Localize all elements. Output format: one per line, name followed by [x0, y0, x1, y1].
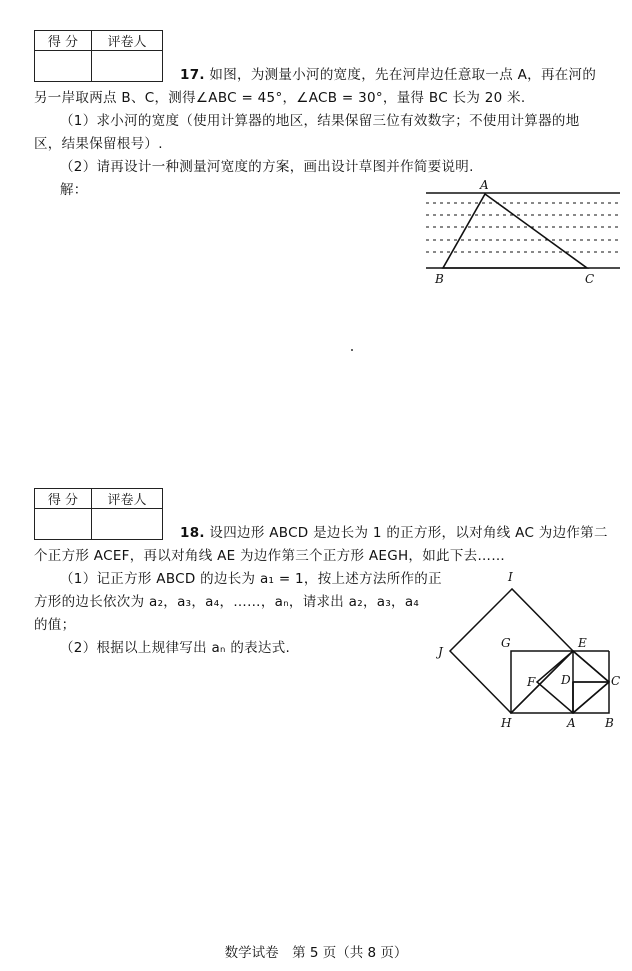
page-footer: 数学试卷 第 5 页（共 8 页）	[224, 945, 408, 961]
q18-part1-line2: 方形的边长依次为 a₂，a₃，a₄，……，aₙ，请求出 a₂，a₃，a₄	[34, 594, 420, 610]
q18-line1: 18. 设四边形 ABCD 是边长为 1 的正方形，以对角线 AC 为边作第二	[180, 525, 608, 541]
q17-part1-line1: （1）求小河的宽度（使用计算器的地区，结果保留三位有效数字；不使用计算器的地	[60, 113, 580, 129]
label-c: C	[585, 272, 595, 286]
label-b: B	[435, 272, 444, 286]
q18-part1-line1: （1）记正方形 ABCD 的边长为 a₁ = 1，按上述方法所作的正	[60, 571, 442, 587]
label-b: B	[605, 716, 614, 730]
q17-part1-line2: 区，结果保留根号）.	[34, 136, 163, 152]
diagonal-ac	[573, 682, 609, 713]
label-d: D	[561, 673, 571, 687]
q17-answer-label: 解：	[60, 182, 88, 198]
label-j: J	[438, 645, 443, 659]
label-i: I	[508, 570, 513, 584]
grader-header: 评卷人	[92, 489, 163, 509]
label-h: H	[501, 716, 512, 730]
q18-line2: 个正方形 ACEF，再以对角线 AE 为边作第三个正方形 AEGH，如此下去……	[34, 548, 506, 564]
q17-number: 17.	[180, 67, 205, 83]
label-f: F	[527, 675, 536, 689]
q18-number: 18.	[180, 525, 205, 541]
segment-ce	[573, 651, 609, 682]
q17-part2: （2）请再设计一种测量河宽度的方案，画出设计草图并作简要说明.	[60, 159, 474, 175]
q18-part2: （2）根据以上规律写出 aₙ 的表达式.	[60, 640, 291, 656]
score-header: 得 分	[35, 31, 92, 51]
label-c: C	[611, 674, 621, 688]
label-e: E	[578, 636, 587, 650]
grader-header: 评卷人	[92, 31, 163, 51]
q17-line1: 17. 如图，为测量小河的宽度，先在河岸边任意取一点 A，再在河的	[180, 67, 597, 83]
score-header: 得 分	[35, 489, 92, 509]
label-g: G	[501, 636, 511, 650]
label-a: A	[480, 178, 489, 192]
q17-line2: 另一岸取两点 B、C，测得∠ABC = 45°，∠ACB = 30°，量得 BC 长为 20 米.	[34, 90, 526, 106]
q18-part1-line3: 的值；	[34, 617, 76, 633]
label-a: A	[567, 716, 576, 730]
